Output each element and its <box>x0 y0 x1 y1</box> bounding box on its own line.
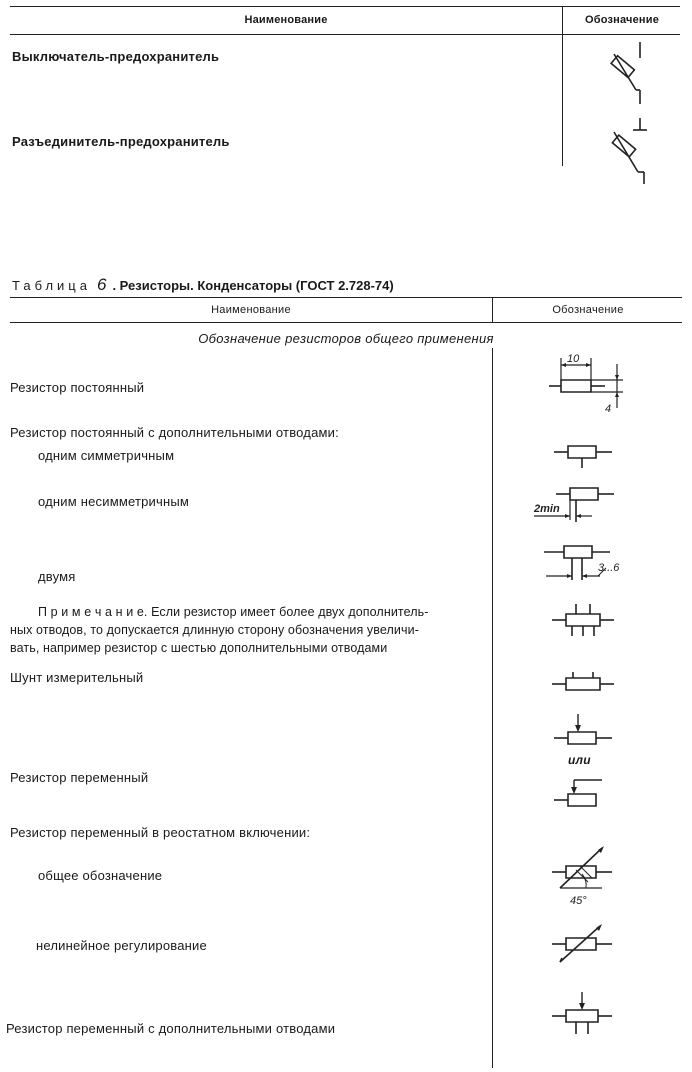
tap-symmetric-symbol <box>550 440 620 470</box>
top-table-header-symbol: Обозначение <box>584 14 660 26</box>
top-table-header-rule <box>10 34 680 35</box>
note-line1: Если резистор имеет более двух дополнитель- <box>151 605 429 619</box>
top-table-header-name: Наименование <box>244 14 328 26</box>
tap-six-symbol <box>548 600 618 642</box>
tap-asymmetric-symbol <box>530 482 630 524</box>
note-paragraph <box>10 603 488 657</box>
top-table-column-divider <box>562 6 563 166</box>
top-table-border-top <box>10 6 680 7</box>
or-label: или <box>568 753 591 767</box>
table6-caption <box>12 275 394 295</box>
row-resistor-taps: Резистор постоянный с дополнительными отводами: <box>10 425 339 440</box>
row-variable-resistor: Резистор переменный <box>10 770 149 785</box>
dim-length: 10 <box>567 353 580 365</box>
row-disconnector-fuse: Разъединитель-предохранитель <box>12 134 230 149</box>
row-tap-asymmetric: одним несимметричным <box>38 494 190 509</box>
table6-header-rule <box>10 322 682 323</box>
row-fixed-resistor: Резистор постоянный <box>10 380 145 395</box>
row-switch-fuse: Выключатель-предохранитель <box>12 49 220 64</box>
note-line2: ных отводов, то допускается длинную сторону обозначения увеличи- <box>10 623 419 637</box>
table6-column-divider <box>492 348 493 1068</box>
row-shunt: Шунт измерительный <box>10 670 144 685</box>
row-rheostat-general: общее обозначение <box>38 868 163 883</box>
dim-height: 4 <box>605 403 612 415</box>
dim-tap-range: 3...6 <box>598 562 620 574</box>
row-rheostat-nonlinear: нелинейное регулирование <box>36 938 207 953</box>
fixed-resistor-symbol <box>545 350 635 416</box>
dim-tap-min: 2min <box>534 503 560 515</box>
variable-taps-symbol <box>548 990 618 1040</box>
table6-header-symbol: Обозначение <box>552 304 624 316</box>
note-lead: П р и м е ч а н и е. <box>38 605 148 619</box>
rheostat-general-symbol <box>546 842 626 908</box>
section-title: Обозначение резисторов общего применения <box>198 331 494 346</box>
switch-fuse-symbol <box>600 40 660 106</box>
row-tap-two: двумя <box>38 569 76 584</box>
table6-header-name: Наименование <box>211 304 291 316</box>
table6-header-divider <box>492 297 493 323</box>
row-rheostat: Резистор переменный в реостатном включении: <box>10 825 311 840</box>
table6-border-top <box>10 297 682 298</box>
dim-angle: 45° <box>570 895 587 907</box>
table6-caption-title: . Резисторы. Конденсаторы (ГОСТ 2.728-74) <box>112 278 394 293</box>
row-tap-symmetric: одним симметричным <box>38 448 175 463</box>
table6-caption-number: 6 <box>96 275 107 294</box>
tap-two-symbol <box>540 540 640 586</box>
variable-resistor-symbol-b <box>550 776 620 812</box>
disconnector-fuse-symbol <box>600 114 660 186</box>
note-line3: вать, например резистор с шестью дополнительными отводами <box>10 641 388 655</box>
rheostat-nonlinear-symbol <box>546 920 626 970</box>
table6-caption-label: Таблица <box>12 278 91 293</box>
shunt-symbol <box>548 670 618 698</box>
row-variable-taps: Резистор переменный с дополнительными отводами <box>6 1021 336 1036</box>
variable-resistor-symbol-a <box>550 712 620 748</box>
